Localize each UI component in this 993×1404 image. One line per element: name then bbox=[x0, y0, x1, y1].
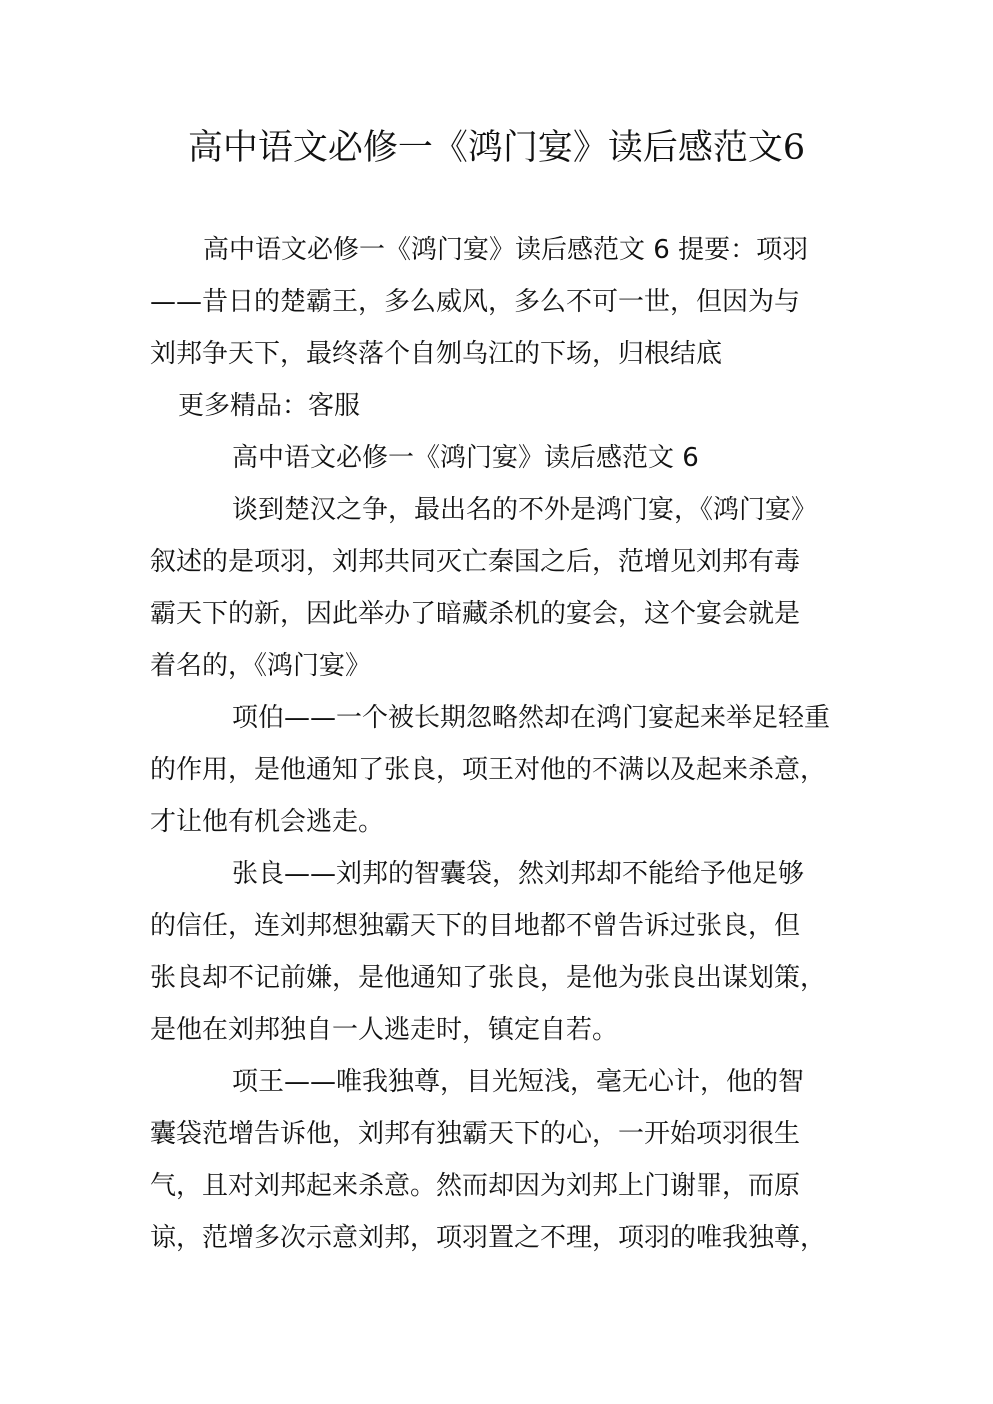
text-line: 叙述的是项羽，刘邦共同灭亡秦国之后，范增见刘邦有毒 bbox=[150, 547, 801, 577]
document-title: 高中语文必修一《鸿门宴》读后感范文6 bbox=[187, 128, 806, 168]
text-line: 张良却不记前嫌，是他通知了张良，是他为张良出谋划策， bbox=[150, 963, 827, 993]
text-line: 的作用，是他通知了张良，项王对他的不满以及起来杀意， bbox=[150, 755, 827, 785]
text-line: 囊袋范增告诉他，刘邦有独霸天下的心，一开始项羽很生 bbox=[150, 1119, 801, 1149]
text-line: 是他在刘邦独自一人逃走时，镇定自若。 bbox=[150, 1015, 619, 1045]
text-line: 气，且对刘邦起来杀意。然而却因为刘邦上门谢罪，而原 bbox=[150, 1171, 801, 1201]
text-line: 谅，范增多次示意刘邦，项羽置之不理，项羽的唯我独尊， bbox=[150, 1223, 827, 1253]
text-line: 刘邦争天下，最终落个自刎乌江的下场，归根结底 bbox=[150, 339, 723, 369]
text-line: 项王——唯我独尊，目光短浅，毫无心计，他的智 bbox=[232, 1067, 805, 1097]
text-line: 着名的，《鸿门宴》 bbox=[150, 651, 372, 681]
text-line: 霸天下的新，因此举办了暗藏杀机的宴会，这个宴会就是 bbox=[150, 599, 801, 629]
text-line: 更多精品：客服 bbox=[178, 391, 361, 421]
text-line: ——昔日的楚霸王，多么威风，多么不可一世，但因为与 bbox=[150, 287, 801, 317]
text-line: 高中语文必修一《鸿门宴》读后感范文 6 提要：项羽 bbox=[203, 235, 809, 265]
text-line: 高中语文必修一《鸿门宴》读后感范文 6 bbox=[232, 443, 699, 473]
text-line: 项伯——一个被长期忽略然却在鸿门宴起来举足轻重 bbox=[232, 703, 831, 733]
text-line: 谈到楚汉之争，最出名的不外是鸿门宴，《鸿门宴》 bbox=[232, 495, 818, 525]
text-line: 张良——刘邦的智囊袋，然刘邦却不能给予他足够 bbox=[232, 859, 805, 889]
text-line: 的信任，连刘邦想独霸天下的目地都不曾告诉过张良，但 bbox=[150, 911, 801, 941]
text-line: 才让他有机会逃走。 bbox=[150, 807, 385, 837]
